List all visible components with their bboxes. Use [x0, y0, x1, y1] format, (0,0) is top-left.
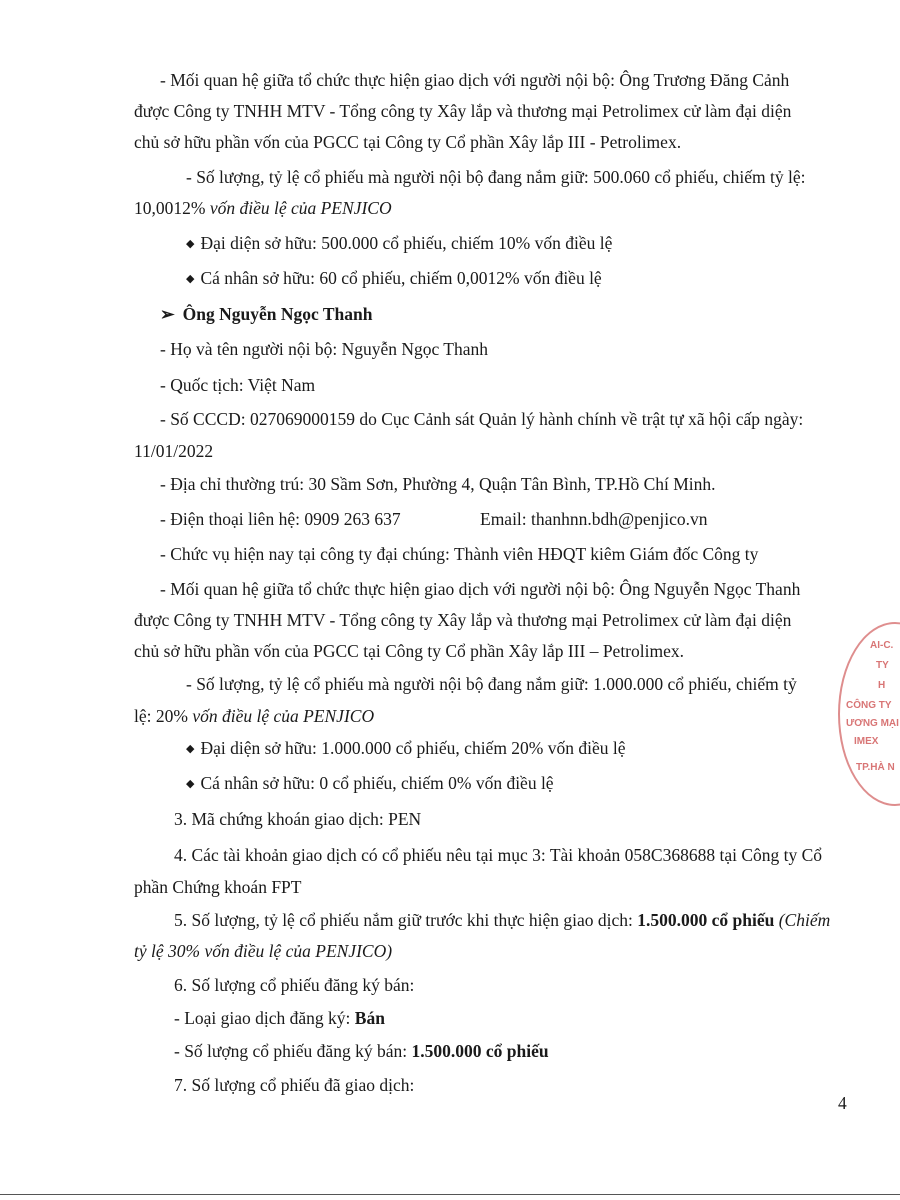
securities-code: 3. Mã chứng khoán giao dịch: PEN	[174, 809, 422, 829]
address: - Địa chỉ thường trú: 30 Sầm Sơn, Phường 4, Quận Tân Bình, TP.Hồ Chí Minh.	[160, 474, 716, 494]
page-bottom-edge	[0, 1194, 900, 1195]
nationality: - Quốc tịch: Việt Nam	[160, 375, 316, 395]
traded-quantity-heading: 7. Số lượng cổ phiếu đã giao dịch:	[174, 1075, 415, 1095]
seal-text: IMEX	[854, 736, 879, 747]
bullet-representative-1	[186, 232, 612, 257]
holding-before-shares: 1.500.000 cổ phiếu	[637, 910, 775, 930]
bullet-text: Đại diện sở hữu: 500.000 cổ phiếu, chiếm 10% vốn điều lệ	[200, 233, 613, 253]
charter-capital-text: vốn điều lệ của PENJICO	[209, 198, 392, 218]
seal-text: ƯƠNG MẠI	[846, 718, 899, 729]
relationship-line-1: - Mối quan hệ giữa tổ chức thực hiện giao dịch với người nội bộ: Ông Trương Đăng Cảnh	[160, 70, 790, 90]
bullet-text: Đại diện sở hữu: 1.000.000 cổ phiếu, chiếm 20% vốn điều lệ	[200, 738, 626, 758]
relationship-line-3: chủ sở hữu phần vốn của PGCC tại Công ty Cổ phần Xây lắp III - Petrolimex.	[134, 132, 682, 152]
diamond-bullet-icon: ◆	[186, 273, 195, 285]
bullet-representative-2	[186, 737, 626, 762]
registered-quantity-label: - Số lượng cổ phiếu đăng ký bán:	[174, 1041, 412, 1061]
seal-text: TY	[876, 660, 889, 671]
diamond-bullet-icon: ◆	[186, 238, 195, 250]
bullet-personal-1	[186, 267, 602, 292]
relationship2-line-1: - Mối quan hệ giữa tổ chức thực hiện giao dịch với người nội bộ: Ông Nguyễn Ngọc Thanh	[160, 579, 801, 599]
holding2-percent: lệ: 20%	[134, 706, 193, 726]
full-name: - Họ và tên người nội bộ: Nguyễn Ngọc Thanh	[160, 339, 489, 359]
seal-text: H	[878, 680, 886, 691]
holding-before-line-2: tỷ lệ 30% vốn điều lệ của PENJICO)	[134, 941, 393, 961]
diamond-bullet-icon: ◆	[186, 778, 195, 790]
transaction-type-label: - Loại giao dịch đăng ký:	[174, 1008, 355, 1028]
holding-before-text: 5. Số lượng, tỷ lệ cổ phiếu nắm giữ trước khi thực hiện giao dịch:	[174, 910, 638, 930]
arrow-bullet-icon: ➢	[160, 304, 175, 324]
company-seal	[838, 622, 900, 806]
holding2-line-2	[134, 705, 374, 727]
registered-quantity-value: 1.500.000 cổ phiếu	[411, 1041, 549, 1061]
section-heading	[160, 303, 372, 325]
diamond-bullet-icon: ◆	[186, 743, 195, 755]
bullet-text: Cá nhân sở hữu: 60 cổ phiếu, chiếm 0,0012% vốn điều lệ	[200, 268, 602, 288]
seal-text: TP.HÀ N	[856, 762, 895, 773]
relationship2-line-2: được Công ty TNHH MTV - Tổng công ty Xây lắp và thương mại Petrolimex cử làm đại diện	[134, 610, 792, 630]
holding-percent: 10,0012%	[134, 198, 210, 218]
bullet-text: Cá nhân sở hữu: 0 cổ phiếu, chiếm 0% vốn điều lệ	[200, 773, 554, 793]
position: - Chức vụ hiện nay tại công ty đại chúng: Thành viên HĐQT kiêm Giám đốc Công ty	[160, 544, 759, 564]
trading-account-line-2: phần Chứng khoán FPT	[134, 877, 302, 897]
id-card-line-2: 11/01/2022	[134, 441, 214, 461]
id-card-line-1: - Số CCCD: 027069000159 do Cục Cảnh sát Quản lý hành chính về trật tự xã hội cấp ngày:	[160, 409, 804, 429]
relationship2-line-3: chủ sở hữu phần vốn của PGCC tại Công ty Cổ phần Xây lắp III – Petrolimex.	[134, 641, 684, 661]
holding-line-2	[134, 197, 392, 219]
registered-sell-heading: 6. Số lượng cổ phiếu đăng ký bán:	[174, 975, 415, 995]
email: Email: thanhnn.bdh@penjico.vn	[480, 509, 708, 529]
seal-text: AI-C.	[870, 640, 894, 651]
holding-before-line-1	[174, 909, 830, 931]
holding-line-1: - Số lượng, tỷ lệ cổ phiếu mà người nội bộ đang nắm giữ: 500.060 cổ phiếu, chiếm tỷ lệ:	[186, 167, 806, 187]
holding-before-note: (Chiếm	[774, 910, 831, 930]
transaction-type-value: Bán	[354, 1008, 385, 1028]
bullet-personal-2	[186, 772, 554, 797]
page-number: 4	[838, 1093, 847, 1113]
phone: - Điện thoại liên hệ: 0909 263 637	[160, 509, 401, 529]
transaction-type	[174, 1007, 385, 1029]
heading-text: Ông Nguyễn Ngọc Thanh	[182, 304, 373, 324]
trading-account-line-1: 4. Các tài khoản giao dịch có cổ phiếu nêu tại mục 3: Tài khoản 058C368688 tại Công ty Cổ	[174, 845, 823, 865]
holding2-line-1: - Số lượng, tỷ lệ cổ phiếu mà người nội bộ đang nắm giữ: 1.000.000 cổ phiếu, chiếm tỷ	[186, 674, 797, 694]
seal-text: CÔNG TY	[846, 700, 892, 711]
registered-quantity	[174, 1040, 549, 1062]
charter-capital-text: vốn điều lệ của PENJICO	[192, 706, 375, 726]
relationship-line-2: được Công ty TNHH MTV - Tổng công ty Xây lắp và thương mại Petrolimex cử làm đại diện	[134, 101, 792, 121]
